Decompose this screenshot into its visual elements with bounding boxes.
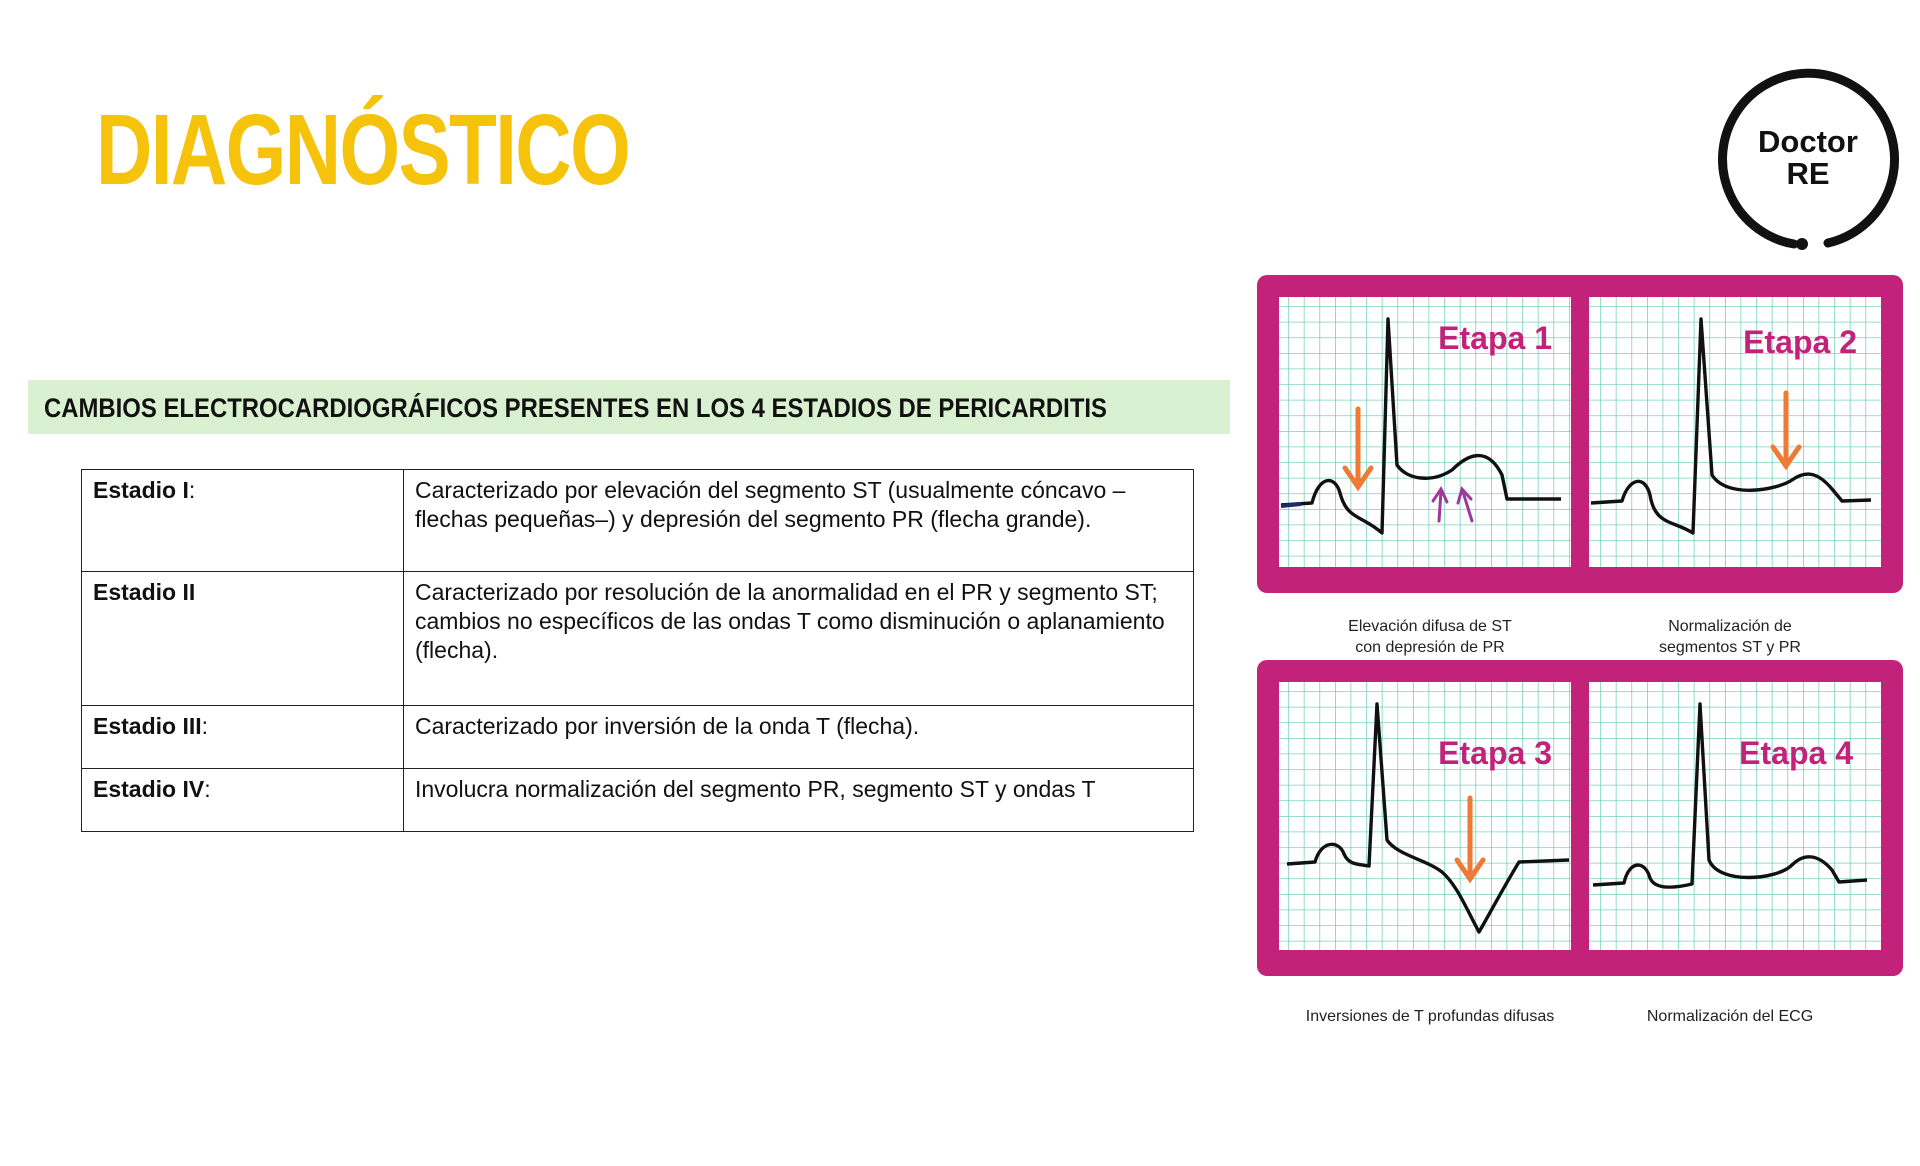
stage-label: Estadio III [93, 713, 202, 739]
stage-label: Estadio II [93, 579, 196, 605]
stage-label: Estadio I [93, 477, 189, 503]
logo-text [1716, 126, 1900, 190]
caption-stage-2 [1590, 616, 1870, 658]
table-cell-label [82, 769, 404, 832]
section-banner-text: CAMBIOS ELECTROCARDIOGRÁFICOS PRESENTES EN LOS 4 ESTADIOS DE PERICARDITIS [44, 393, 1107, 423]
stage-label: Estadio IV [93, 776, 205, 802]
table-cell-description: Caracterizado por resolución de la anormalidad en el PR y segmento ST; cambios no específicos de las ondas T como disminución o aplanamiento (flecha). [404, 572, 1194, 706]
stages-table [81, 469, 1194, 832]
caption-line: Elevación difusa de ST [1348, 618, 1512, 635]
table-cell-description: Caracterizado por elevación del segmento ST (usualmente cóncavo –flechas pequeñas–) y depresión del segmento PR (flecha grande). [404, 470, 1194, 572]
page-title: DIAGNÓSTICO [96, 94, 630, 206]
doctor-re-logo [1716, 68, 1900, 252]
ecg-panel-top [1257, 275, 1903, 593]
caption-line: segmentos ST y PR [1659, 639, 1801, 656]
stage-1-label: Etapa 1 [1438, 320, 1552, 356]
stage-label-suffix: : [204, 776, 211, 802]
caption-line: con depresión de PR [1355, 639, 1505, 656]
caption-stage-4 [1590, 1006, 1870, 1027]
table-cell-label [82, 470, 404, 572]
section-banner [28, 380, 1230, 434]
stage-4-label: Etapa 4 [1739, 735, 1853, 771]
table-cell-description: Caracterizado por inversión de la onda T (flecha). [404, 706, 1194, 769]
caption-line: Normalización de [1668, 618, 1792, 635]
stage-label-suffix: : [201, 713, 209, 739]
table-cell-label [82, 706, 404, 769]
logo-line-2: RE [1786, 156, 1830, 191]
stage-label-suffix: : [188, 477, 196, 503]
table-row [82, 470, 1194, 572]
table-row [82, 706, 1194, 769]
caption-stage-3 [1270, 1006, 1590, 1027]
caption-line: Normalización del ECG [1646, 1008, 1814, 1025]
table-cell-description: Involucra normalización del segmento PR, segmento ST y ondas T [404, 769, 1194, 832]
logo-line-1: Doctor [1758, 124, 1858, 159]
table-cell-label [82, 572, 404, 706]
table-row [82, 572, 1194, 706]
stage-2-label: Etapa 2 [1743, 324, 1857, 360]
ecg-panel-bottom [1257, 660, 1903, 976]
stage-3-label: Etapa 3 [1438, 735, 1552, 771]
table-row [82, 769, 1194, 832]
caption-stage-1 [1290, 616, 1570, 658]
caption-line: Inversiones de T profundas difusas [1305, 1008, 1555, 1025]
